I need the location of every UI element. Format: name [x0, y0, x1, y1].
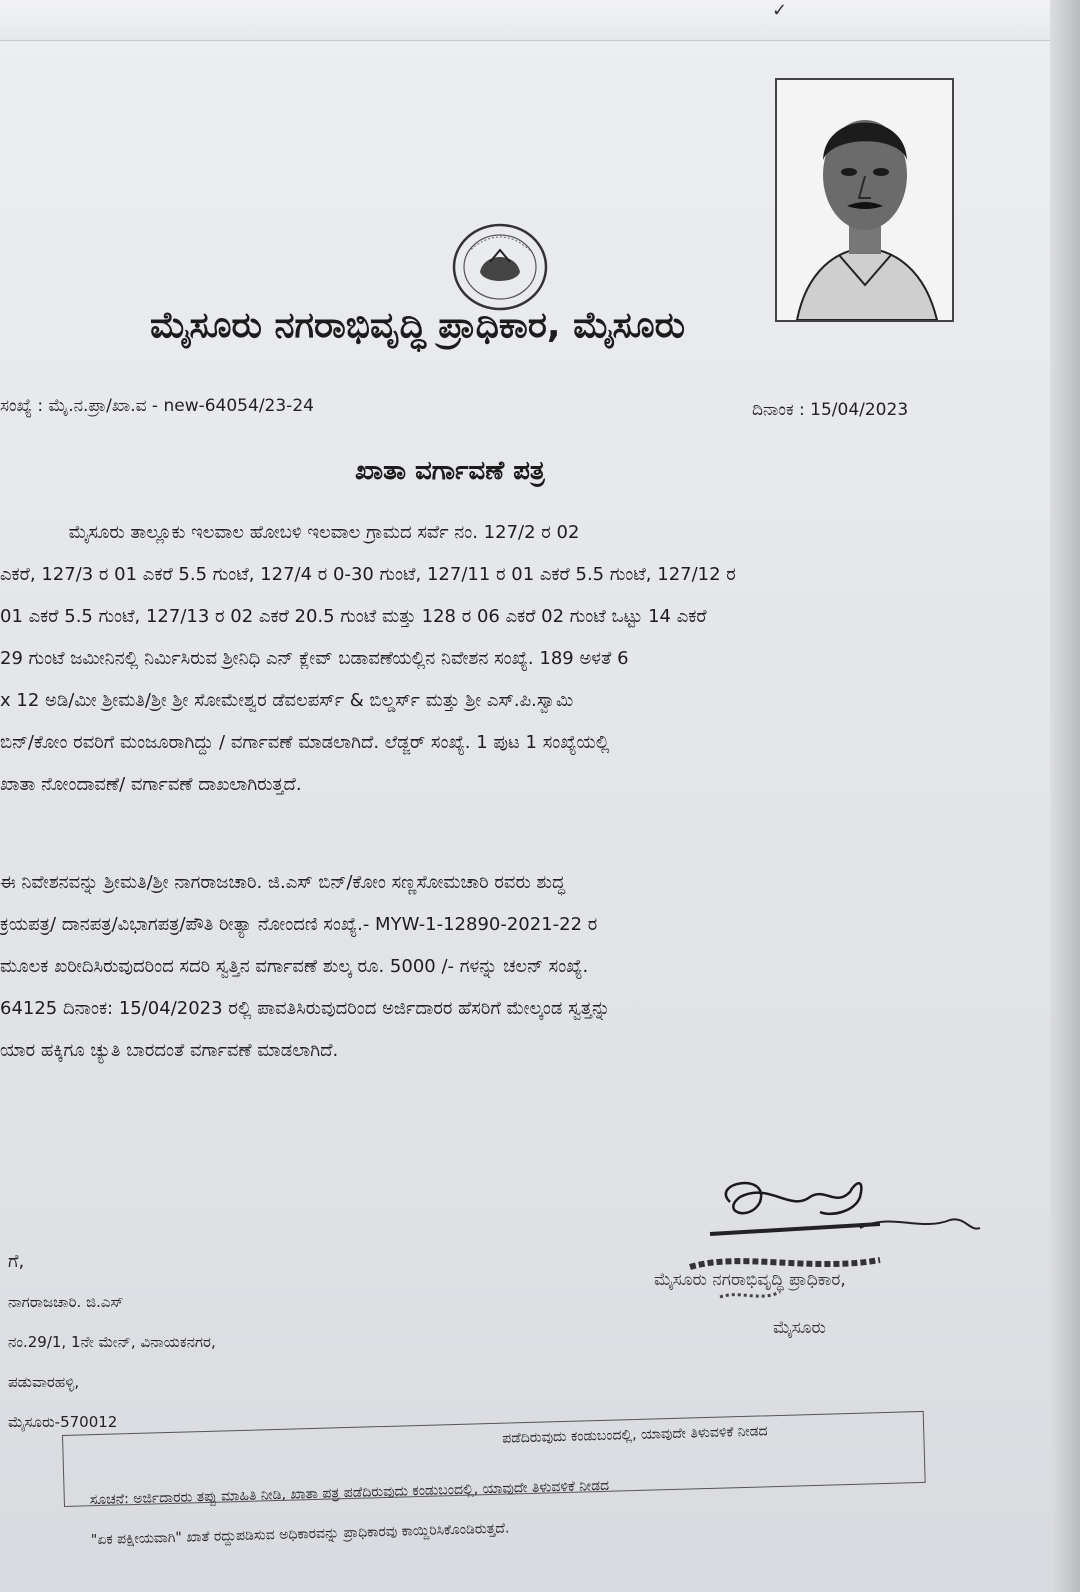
footer-note-line: "ಏಕ ಪಕ್ಷೀಯವಾಗಿ" ಖಾತೆ ರದ್ದುಪಡಿಸುವ ಅಧಿಕಾರವನ್ನು ಪ್ರಾಧಿಕಾರವು ಕಾಯ್ದಿರಿಸಿಕೊಂಡಿರುತ್ತದೆ. — [90, 1520, 510, 1549]
paragraph-line: ಮೈಸೂರು ತಾಲ್ಲೂಕು ಇಲವಾಲ ಹೋಬಳಿ ಇಲವಾಲ ಗ್ರಾಮದ ಸರ್ವೆ ನಂ. 127/2 ರ 02 — [0, 522, 580, 543]
paragraph-line: ಬಿನ್/ಕೋಂ ರವರಿಗೆ ಮಂಜೂರಾಗಿದ್ದು / ವರ್ಗಾವಣೆ ಮಾಡಲಾಗಿದೆ. ಲೆಡ್ಜರ್ ಸಂಖ್ಯೆ. 1 ಪುಟ 1 ಸಂಖ್ಯೆಯಲ್ಲಿ — [0, 732, 610, 753]
page-edge-shadow — [1050, 0, 1080, 1592]
body-paragraph-2 — [0, 862, 960, 1072]
person-photo-icon — [777, 80, 952, 320]
paper-fold — [0, 0, 1080, 41]
to-label: ಗೆ, — [8, 1251, 25, 1272]
authority-seal-icon — [450, 222, 550, 312]
page-title: ಮೈಸೂರು ನಗರಾಭಿವೃದ್ಧಿ ಪ್ರಾಧಿಕಾರ, ಮೈಸೂರು — [150, 305, 686, 346]
applicant-photo — [775, 78, 954, 322]
paragraph-line: ಮೂಲಕ ಖರೀದಿಸಿರುವುದರಿಂದ ಸದರಿ ಸ್ವತ್ತಿನ ವರ್ಗಾವಣೆ ಶುಲ್ಕ ರೂ. 5000 /- ಗಳನ್ನು ಚಲನ್ ಸಂಖ್ಯೆ. — [0, 956, 589, 977]
paragraph-line: ಎಕರೆ, 127/3 ರ 01 ಎಕರೆ 5.5 ಗುಂಟೆ, 127/4 ರ 0-30 ಗುಂಟೆ, 127/11 ರ 01 ಎಕರೆ 5.5 ಗುಂಟೆ, 127/12 ರ — [0, 564, 736, 585]
paragraph-line: 01 ಎಕರೆ 5.5 ಗುಂಟೆ, 127/13 ರ 02 ಎಕರೆ 20.5 ಗುಂಟೆ ಮತ್ತು 128 ರ 06 ಎಕರೆ 02 ಗುಂಟೆ ಒಟ್ಟು 14 ಎಕರೆ — [0, 606, 707, 627]
paragraph-line: x 12 ಅಡಿ/ಮೀ ಶ್ರೀಮತಿ/ಶ್ರೀ ಶ್ರೀ ಸೋಮೇಶ್ವರ ಡೆವಲಪರ್ಸ್ & ಬಿಲ್ಡರ್ಸ್ ಮತ್ತು ಶ್ರೀ ಎಸ್.ಪಿ.ಸ್ವಾಮಿ — [0, 690, 574, 711]
signatory-city: ಮೈಸೂರು — [773, 1318, 826, 1338]
issue-date: ದಿನಾಂಕ : 15/04/2023 — [752, 400, 909, 420]
footer-note — [62, 1410, 945, 1565]
recipient-name: ನಾಗರಾಜಚಾರಿ. ಜಿ.ಎಸ್ — [8, 1293, 124, 1311]
document-subject: ಖಾತಾ ವರ್ಗಾವಣೆ ಪತ್ರ — [355, 456, 545, 486]
paragraph-line: ಕ್ರಯಪತ್ರ/ ದಾನಪತ್ರ/ವಿಭಾಗಪತ್ರ/ಪೌತಿ ರೀತ್ಯಾ ನೋಂದಣಿ ಸಂಖ್ಯೆ.- MYW-1-12890-2021-22 ರ — [0, 914, 598, 935]
paragraph-line: ಖಾತಾ ನೋಂದಾವಣೆ/ ವರ್ಗಾವಣೆ ದಾಖಲಾಗಿರುತ್ತದೆ. — [0, 774, 302, 795]
tick-mark: ✓ — [772, 0, 788, 21]
recipient-address — [8, 1242, 216, 1442]
recipient-address-line: ಮೈಸೂರು-570012 — [8, 1413, 118, 1431]
signatory-designation: ಮೈಸೂರು ನಗರಾಭಿವೃದ್ಧಿ ಪ್ರಾಧಿಕಾರ, — [654, 1270, 846, 1290]
recipient-address-line: ಪಡುವಾರಹಳ್ಳಿ, — [8, 1373, 80, 1391]
footer-note-fragment: ಪಡೆದಿರುವುದು ಕಂಡುಬಂದಲ್ಲಿ, ಯಾವುದೇ ತಿಳುವಳಿಕೆ ನೀಡದ — [502, 1423, 768, 1447]
paragraph-line: 29 ಗುಂಟೆ ಜಮೀನಿನಲ್ಲಿ ನಿರ್ಮಿಸಿರುವ ಶ್ರೀನಿಧಿ ಎನ್ ಕ್ಲೇವ್ ಬಡಾವಣೆಯಲ್ಲಿನ ನಿವೇಶನ ಸಂಖ್ಯೆ. 189 ಅಳತೆ 6 — [0, 648, 629, 669]
recipient-address-line: ನಂ.29/1, 1ನೇ ಮೇನ್, ವಿನಾಯಕನಗರ, — [8, 1333, 216, 1351]
paragraph-line: ಈ ನಿವೇಶನವನ್ನು ಶ್ರೀಮತಿ/ಶ್ರೀ ನಾಗರಾಜಚಾರಿ. ಜಿ.ಎಸ್ ಬಿನ್/ಕೋಂ ಸಣ್ಣಸೋಮಚಾರಿ ರವರು ಶುದ್ಧ — [0, 872, 566, 893]
paragraph-line: ಯಾರ ಹಕ್ಕಿಗೂ ಚ್ಯುತಿ ಬಾರದಂತೆ ವರ್ಗಾವಣೆ ಮಾಡಲಾಗಿದೆ. — [0, 1040, 339, 1061]
reference-number: ಸಂಖ್ಯೆ : ಮೈ.ನ.ಪ್ರಾ/ಖಾ.ವ - new-64054/23-24 — [0, 396, 314, 416]
body-paragraph-1 — [0, 512, 960, 806]
footer-note-line: ಸೂಚನೆ: ಅರ್ಜಿದಾರರು ತಪ್ಪು ಮಾಹಿತಿ ನೀಡಿ, ಖಾತಾ ಪತ್ರ ಪಡೆದಿರುವುದು ಕಂಡುಬಂದಲ್ಲಿ, ಯಾವುದೇ ತಿಳುವಳಿಕೆ ನೀಡದ — [89, 1477, 610, 1509]
paragraph-line: 64125 ದಿನಾಂಕ: 15/04/2023 ರಲ್ಲಿ ಪಾವತಿಸಿರುವುದರಿಂದ ಅರ್ಜಿದಾರರ ಹೆಸರಿಗೆ ಮೇಲ್ಕಂಡ ಸ್ವತ್ತನ್ನು — [0, 998, 611, 1019]
